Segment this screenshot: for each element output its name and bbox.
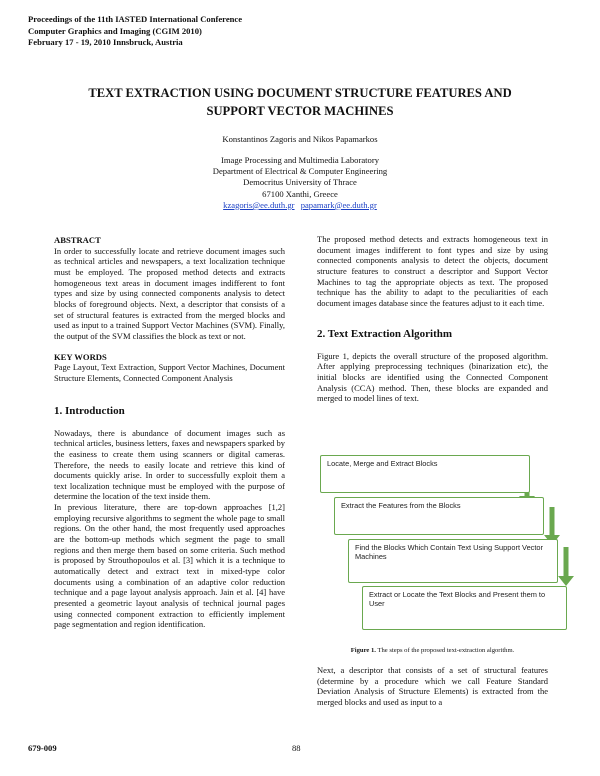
flow-step-locate: Locate, Merge and Extract Blocks	[320, 455, 530, 493]
paper-title	[0, 85, 600, 120]
header-line: February 17 - 19, 2010 Innsbruck, Austria	[28, 37, 183, 47]
keywords-text: Page Layout, Text Extraction, Support Vector Machines, Document Structure Elements, Connected Component Analysis	[54, 362, 285, 383]
flow-step-extract: Extract or Locate the Text Blocks and Present them to User	[362, 586, 567, 630]
caption-label: Figure 1.	[350, 647, 376, 654]
affiliation-dept: Department of Electrical & Computer Engineering	[212, 166, 388, 177]
email-link[interactable]: kzagoris@ee.duth.gr	[223, 199, 295, 210]
caption-text: The steps of the proposed text-extraction algorithm.	[377, 647, 515, 654]
intro-paragraph: In previous literature, there are top-down approaches [1,2] employing recursive algorithms to segment the whole page to small regions. On the other hand, the most frequently used approaches are the bottom-up methods which segment the page to small regions and then merge them based on some criteria. Such method is proposed by Strouthopoulos et al. [3] which it is a technique to automatically detect and extract text in mixed-type color documents using a combination of an adaptive color reduction technique and a page layout analysis approach. Jain et al. [4] have presented a geometric layout analysis of technical journal pages using connected component extraction to efficiently implement page segmentation and region identification.	[54, 502, 285, 630]
algorithm-paragraph: Figure 1, depicts the overall structure of the proposed algorithm. After applying preprocessing techniques (binarization etc), the initial blocks are identified using the Connected Component Analysis (CCA) method. Then, these blocks are expanded and merged to model lines of text.	[317, 350, 548, 404]
page-number: 88	[292, 743, 301, 753]
arrowhead-1	[519, 496, 535, 506]
keywords-heading: KEY WORDS	[54, 351, 107, 362]
section2-heading: 2. Text Extraction Algorithm	[317, 327, 453, 340]
flow-step-features: Extract the Features from the Blocks	[334, 497, 544, 535]
paper-code: 679-009	[28, 743, 57, 753]
abstract-heading: ABSTRACT	[54, 235, 101, 245]
figure-caption	[317, 647, 548, 654]
intro-paragraph: Nowadays, there is abundance of document images such as technical articles, business letters, faxes and newspapers sparked by the easiness to create them using scanners or digital cameras. Therefore, the needs to easily locate and retrieve this kind of documents quickly arise. In order to successfully exploit them a text localization technique must be employed with the purpose of determine the location of the text inside them.	[54, 427, 285, 502]
left-column	[54, 235, 285, 630]
emails	[0, 200, 600, 211]
email-link[interactable]: papamark@ee.duth.gr	[300, 199, 377, 210]
method-paragraph: The proposed method detects and extracts homogeneous text in document images indifferent to font types and size by using connected components analysis to detect the objects, document structure features to construct a descriptor and Support Vector Machines to tag the appropriate objects as text. The proposed technique has the ability to adapt to the peculiarities of each document images database since the features adjust to it each time.	[317, 234, 548, 308]
intro-heading: 1. Introduction	[54, 404, 125, 417]
title-line: TEXT EXTRACTION USING DOCUMENT STRUCTURE FEATURES AND	[88, 86, 512, 100]
affiliation	[0, 155, 600, 211]
arrowhead-3	[558, 576, 574, 586]
flow-step-svm: Find the Blocks Which Contain Text Using Support Vector Machines	[348, 539, 558, 583]
affiliation-city: 67100 Xanthi, Greece	[262, 188, 338, 199]
affiliation-lab: Image Processing and Multimedia Laboratory	[221, 155, 379, 165]
header-line: Proceedings of the 11th IASTED International Conference	[28, 14, 243, 24]
right-column-bottom	[317, 665, 548, 708]
authors: Konstantinos Zagoris and Nikos Papamarkos	[222, 134, 378, 144]
affiliation-univ: Democritus University of Thrace	[243, 177, 357, 188]
header-line: Computer Graphics and Imaging (CGIM 2010)	[28, 25, 202, 36]
conference-header	[28, 14, 242, 49]
descriptor-paragraph: Next, a descriptor that consists of a set of structural features (determine by a procedure which we call Feature Standard Deviation Analysis of Structure Elements) is extracted from the merged blocks and used as input to a	[317, 665, 548, 707]
right-column	[317, 234, 548, 404]
arrowhead-2	[544, 535, 560, 545]
abstract-text: In order to successfully locate and retrieve document images such as technical articles and newspapers, a text localization technique must be employed. The proposed method detects and extracts homogeneous text areas in document images indifferent to font types and size by using connected components analysis to detect blocks of foreground objects. Next, a descriptor that consists of a set of structural features is extracted from the merged blocks and used as input to a trained Support Vector Machines (SVM). Finally, the output of the SVM classifies the block as text or not.	[54, 245, 285, 341]
title-line: SUPPORT VECTOR MACHINES	[206, 103, 394, 118]
